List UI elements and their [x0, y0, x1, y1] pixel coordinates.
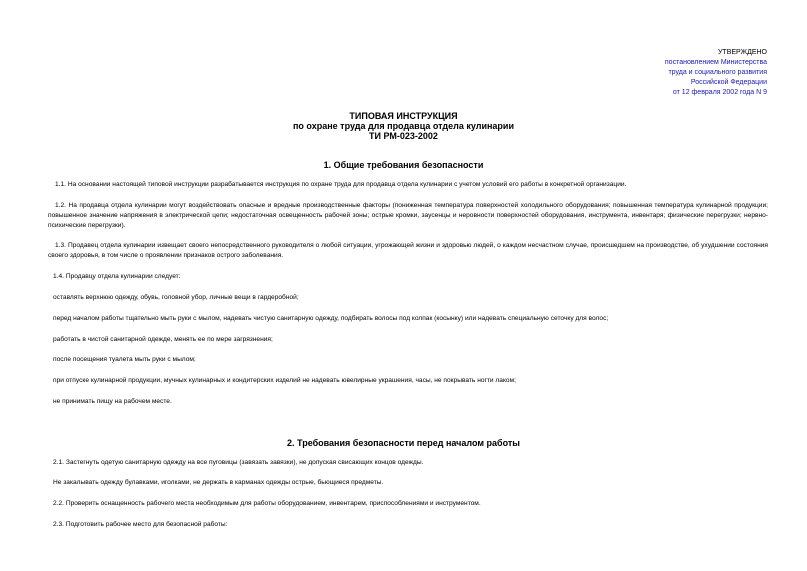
paragraph-1-4: 1.4. Продавцу отдела кулинарии следует:	[53, 273, 181, 280]
title-line-1: ТИПОВАЯ ИНСТРУКЦИЯ	[349, 111, 458, 121]
paragraph-2-1: 2.1. Застегнуть одетую санитарную одежду на все пуговицы (завязать завязки), не допуская свисающих концов одежды.	[53, 459, 424, 466]
list-item: оставлять верхнюю одежду, обувь, головной убор, личные вещи в гардеробной;	[53, 294, 299, 301]
approval-date-link[interactable]: от 12 февраля 2002 года N 9	[672, 89, 767, 96]
approval-decree-link[interactable]: постановлением Министерства	[664, 59, 767, 66]
paragraph-2-2: 2.2. Проверить оснащенность рабочего места необходимым для работы оборудованием, инвентарем, приспособлениями и инструментом.	[53, 500, 481, 507]
section-2-heading: 2. Требования безопасности перед началом работы	[287, 438, 520, 448]
paragraph-2-1b: Не закалывать одежду булавками, иголками, не держать в карманах одежды острые, бьющиеся предметы.	[53, 479, 384, 486]
list-item: после посещения туалета мыть руки с мылом;	[53, 356, 196, 363]
list-item: работать в чистой санитарной одежде, менять ее по мере загрязнения;	[53, 336, 273, 343]
section-1-heading: 1. Общие требования безопасности	[323, 160, 484, 170]
document-title	[0, 111, 807, 141]
paragraph-2-3: 2.3. Подготовить рабочее место для безопасной работы:	[53, 521, 228, 528]
paragraph-1-3: 1.3. Продавец отдела кулинарии извещает своего непосредственного руководителя о любой ситуации, угрожающей жизни и здоровью людей, о каждом несчастном случае, происшедшем на производстве, об ухудшении состояния своего здоровья, в том числе о проявлении признаков острого заболевания.	[48, 242, 768, 259]
approval-status: УТВЕРЖДЕНО	[717, 49, 767, 56]
title-line-2: по охране труда для продавца отдела кулинарии	[293, 121, 514, 131]
list-item: при отпуске кулинарной продукции, мучных кулинарных и кондитерских изделий не надевать ювелирные украшения, часы, не покрывать ногти лаком;	[53, 377, 516, 384]
list-item: перед началом работы тщательно мыть руки с мылом, надевать чистую санитарную одежду, подбирать волосы под колпак (косынку) или надевать специальную сеточку для волос;	[53, 315, 609, 322]
paragraph-1-1: 1.1. На основании настоящей типовой инструкции разрабатывается инструкция по охране труда для продавца отдела кулинарии с учетом условий его работы в конкретной организации.	[55, 181, 627, 188]
list-item: не принимать пищу на рабочем месте.	[53, 398, 172, 405]
approval-block	[665, 48, 767, 98]
paragraph-1-2: 1.2. На продавца отдела кулинарии могут воздействовать опасные и вредные производственные факторы (пониженная температура поверхностей холодильного оборудования; повышенная температура кулинарной продукции; повышенное значение напряжения в электрической цепи; недостаточная освещенность рабочей зоны; острые кромки, заусенцы и неровности поверхностей оборудования, инструмента, инвентаря; физические перегрузки; нервно-психические перегрузки).	[48, 202, 768, 229]
approval-country-link[interactable]: Российской Федерации	[690, 79, 767, 86]
title-line-3: ТИ РМ-023-2002	[369, 131, 438, 141]
approval-ministry-link[interactable]: труда и социального развития	[668, 69, 767, 76]
